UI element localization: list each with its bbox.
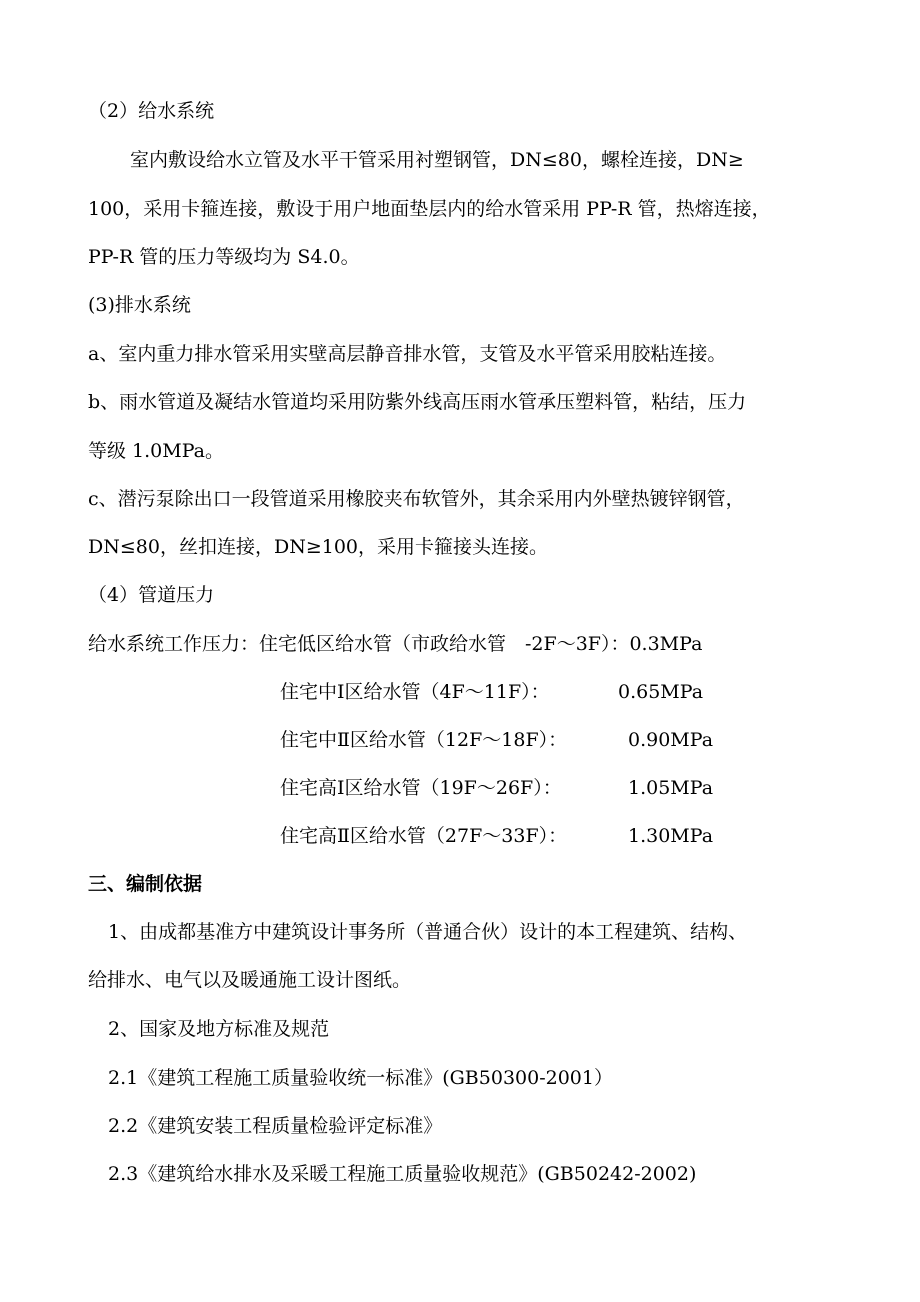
drainage-item-c-line-2: DN≤80，丝扣连接，DN≥100，采用卡箍接头连接。 bbox=[88, 536, 548, 558]
pressure-row-value: 1.05MPa bbox=[628, 777, 714, 799]
pressure-row-value: 0.65MPa bbox=[618, 681, 704, 703]
drainage-heading: (3)排水系统 bbox=[88, 294, 191, 316]
water-supply-para-line-2: 100，采用卡箍连接，敷设于用户地面垫层内的给水管采用 PP-R 管，热熔连接， bbox=[88, 198, 771, 220]
pressure-row-label: 住宅中Ⅱ区给水管（12F～18F）： bbox=[280, 729, 568, 751]
pressure-row bbox=[0, 776, 920, 800]
basis-item-2-2: 2.2《建筑安装工程质量检验评定标准》 bbox=[108, 1115, 443, 1137]
water-supply-para-line-1: 室内敷设给水立管及水平干管采用衬塑钢管，DN≤80，螺栓连接，DN≥ bbox=[130, 149, 744, 171]
drainage-item-b-line-2: 等级 1.0MPa。 bbox=[88, 440, 224, 462]
pressure-row-value: 1.30MPa bbox=[628, 825, 714, 847]
pressure-row-value: 0.90MPa bbox=[628, 729, 714, 751]
pressure-row-label: 住宅高Ⅱ区给水管（27F～33F）： bbox=[280, 825, 568, 847]
drainage-item-a: a、室内重力排水管采用实壁高层静音排水管，支管及水平管采用胶粘连接。 bbox=[88, 343, 727, 365]
water-supply-para-line-3: PP-R 管的压力等级均为 S4.0。 bbox=[88, 246, 360, 268]
drainage-item-b-line-1: b、雨水管道及凝结水管道均采用防紫外线高压雨水管承压塑料管，粘结，压力 bbox=[88, 391, 747, 413]
basis-item-1-line-1: 1、由成都基准方中建筑设计事务所（普通合伙）设计的本工程建筑、结构、 bbox=[108, 921, 748, 943]
basis-item-2-3: 2.3《建筑给水排水及采暖工程施工质量验收规范》(GB50242-2002) bbox=[108, 1163, 697, 1185]
drainage-item-c-line-1: c、潜污泵除出口一段管道采用橡胶夹布软管外，其余采用内外壁热镀锌钢管， bbox=[88, 488, 745, 510]
pressure-heading: （4）管道压力 bbox=[88, 584, 215, 606]
basis-item-2-1: 2.1《建筑工程施工质量验收统一标准》(GB50300-2001） bbox=[108, 1067, 613, 1089]
water-supply-heading: （2）给水系统 bbox=[88, 100, 215, 122]
basis-item-1-line-2: 给排水、电气以及暖通施工设计图纸。 bbox=[88, 969, 412, 991]
pressure-row bbox=[0, 824, 920, 848]
basis-item-2: 2、国家及地方标准及规范 bbox=[108, 1018, 330, 1040]
pressure-row bbox=[0, 680, 920, 704]
basis-heading: 三、编制依据 bbox=[88, 873, 203, 895]
pressure-row bbox=[0, 728, 920, 752]
pressure-row-label: 住宅中Ⅰ区给水管（4F～11F）： bbox=[280, 681, 550, 703]
pressure-first-row: 给水系统工作压力：住宅低区给水管（市政给水管 -2F～3F）：0.3MPa bbox=[88, 633, 703, 655]
pressure-row-label: 住宅高Ⅰ区给水管（19F～26F）： bbox=[280, 777, 562, 799]
